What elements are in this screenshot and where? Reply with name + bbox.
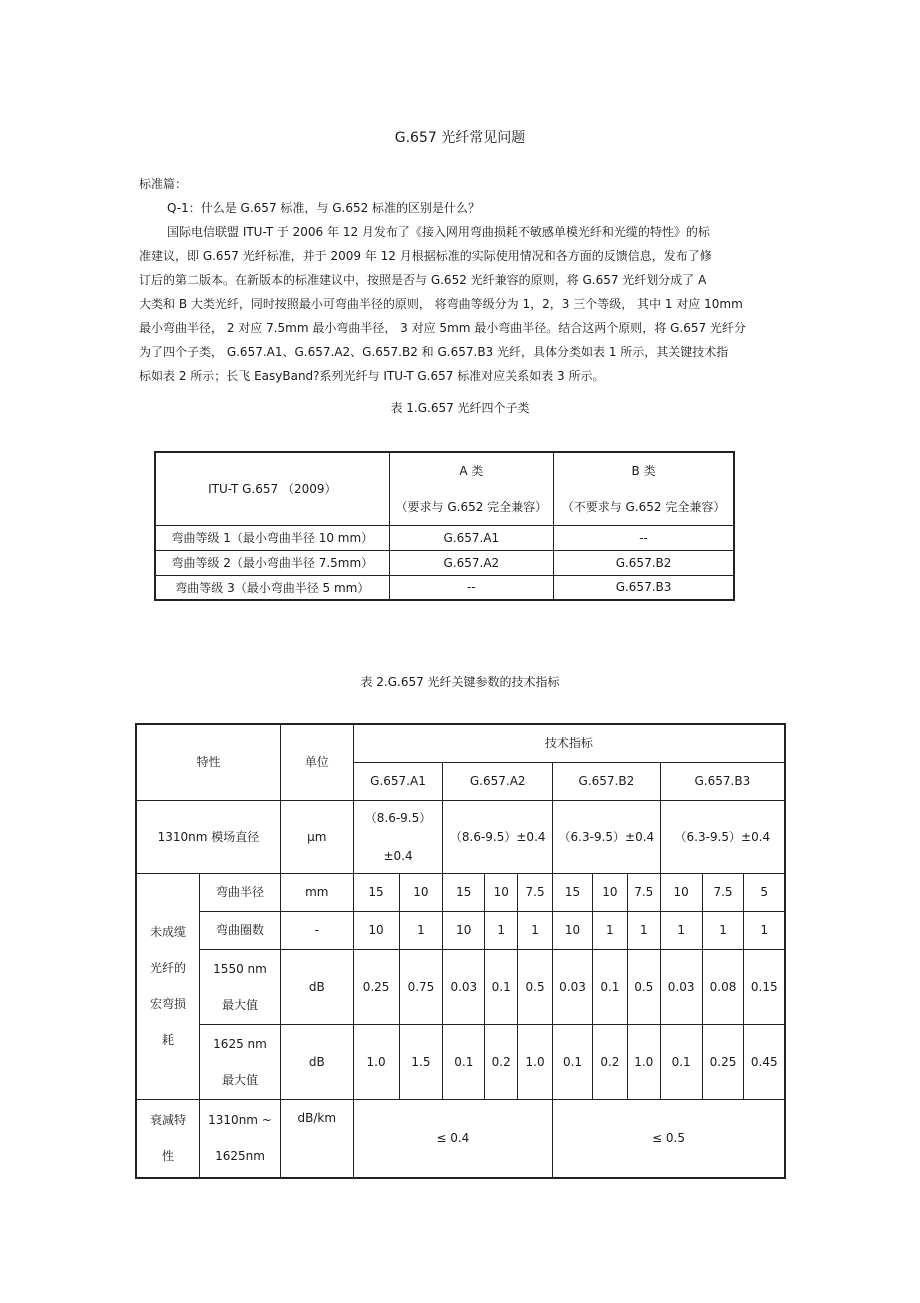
- value-cell: 10: [485, 873, 518, 911]
- value-cell: 1.0: [627, 1024, 660, 1099]
- table-row: [136, 873, 785, 911]
- value-cell: 1: [627, 911, 660, 949]
- value-cell: 5: [744, 873, 785, 911]
- answer-line: 标如表 2 所示；长飞 EasyBand?系列光纤与 ITU-T G.657 标准对应关系如表 3 所示。: [139, 369, 605, 383]
- class-b-cell: --: [554, 525, 734, 550]
- value-cell: 1.0: [353, 1024, 399, 1099]
- unit-cell: mm: [280, 873, 353, 911]
- value-cell: 0.1: [592, 949, 627, 1024]
- parameter-table: [135, 723, 786, 1179]
- value-cell: 0.03: [443, 949, 485, 1024]
- value-cell: 0.03: [660, 949, 702, 1024]
- answer-line: 为了四个子类， G.657.A1、G.657.A2、G.657.B2 和 G.657.B3 光纤，具体分类如表 1 所示，其关键技术指: [139, 345, 729, 359]
- table-row: [136, 1099, 785, 1178]
- table-row: [155, 525, 734, 550]
- value-cell: 0.2: [592, 1024, 627, 1099]
- value-cell: 1: [399, 911, 443, 949]
- class-b-header: [554, 452, 734, 525]
- table-row: [136, 800, 785, 873]
- value-cell: 0.5: [627, 949, 660, 1024]
- answer-line: 国际电信联盟 ITU-T 于 2006 年 12 月发布了《接入网用弯曲损耗不敏感单模光纤和光缆的特性》的标: [167, 225, 710, 239]
- value-cell: 1: [592, 911, 627, 949]
- value-cell: 0.45: [744, 1024, 785, 1099]
- value-cell: 1.0: [518, 1024, 553, 1099]
- value-cell: 10: [592, 873, 627, 911]
- bend-radius-label: 弯曲半径: [200, 873, 281, 911]
- attenuation-label: 衰减特 性: [136, 1099, 200, 1178]
- macrobend-group-label: 未成缆 光纤的 宏弯损 耗: [136, 873, 200, 1099]
- value-cell: 1.5: [399, 1024, 443, 1099]
- bend-turns-label: 弯曲圈数: [200, 911, 281, 949]
- subclass-table: [154, 451, 735, 601]
- type-header: G.657.A1: [353, 762, 443, 800]
- unit-cell: dB: [280, 1024, 353, 1099]
- value-cell: 10: [399, 873, 443, 911]
- attenuation-class-b: ≤ 0.5: [553, 1099, 785, 1178]
- class-a-cell: --: [389, 575, 553, 600]
- unit-cell: dB: [280, 949, 353, 1024]
- mode-field-a1-tolerance: ±0.4: [383, 848, 413, 863]
- value-cell: 10: [553, 911, 593, 949]
- class-a-title: A 类: [459, 463, 484, 478]
- question-line: Q-1：什么是 G.657 标准，与 G.652 标准的区别是什么？: [167, 201, 481, 215]
- value-cell: 0.2: [485, 1024, 518, 1099]
- value-cell: 15: [443, 873, 485, 911]
- section-label: 标准篇：: [139, 177, 188, 191]
- value-cell: 0.5: [518, 949, 553, 1024]
- value-cell: 1: [744, 911, 785, 949]
- unit-cell: μm: [280, 800, 353, 873]
- value-cell: 1: [518, 911, 553, 949]
- table1-corner-header: ITU-T G.657 （2009）: [155, 452, 389, 525]
- value-cell: 0.1: [553, 1024, 593, 1099]
- value-cell: 7.5: [627, 873, 660, 911]
- value-cell: 10: [443, 911, 485, 949]
- class-a-cell: G.657.A2: [389, 550, 553, 575]
- question-paragraph: [139, 196, 779, 388]
- table-row: [155, 550, 734, 575]
- table2-caption: 表 2.G.657 光纤关键参数的技术指标: [360, 675, 560, 689]
- class-a-cell: G.657.A1: [389, 525, 553, 550]
- answer-line: 大类和 B 大类光纤，同时按照最小可弯曲半径的原则， 将弯曲等级分为 1，2，3 三个等级， 其中 1 对应 10mm: [139, 297, 743, 311]
- loss-1550-label: 1550 nm 最大值: [200, 949, 281, 1024]
- answer-line: 订后的第二版本。在新版本的标准建议中，按照是否与 G.652 光纤兼容的原则，将 G.657 光纤划分成了 A: [139, 273, 707, 287]
- class-b-cell: G.657.B2: [554, 550, 734, 575]
- value-cell: 15: [553, 873, 593, 911]
- value-cell: 0.1: [485, 949, 518, 1024]
- class-b-title: B 类: [631, 463, 656, 478]
- value-cell: 1: [485, 911, 518, 949]
- value-cell: 1: [702, 911, 744, 949]
- answer-line: 准建议，即 G.657 光纤标准，并于 2009 年 12 月根据标准的实际使用情况和各方面的反馈信息，发布了修: [139, 249, 712, 263]
- mode-field-b2: （6.3-9.5）±0.4: [553, 800, 661, 873]
- value-cell: 0.1: [443, 1024, 485, 1099]
- bend-level-label: 弯曲等级 2（最小弯曲半径 7.5mm）: [155, 550, 389, 575]
- attenuation-class-a: ≤ 0.4: [353, 1099, 552, 1178]
- value-cell: 0.08: [702, 949, 744, 1024]
- table-row: [155, 575, 734, 600]
- table1-caption: 表 1.G.657 光纤四个子类: [390, 401, 530, 415]
- value-cell: 7.5: [702, 873, 744, 911]
- mode-field-a1: [353, 800, 443, 873]
- value-cell: 0.25: [353, 949, 399, 1024]
- document-title: G.657 光纤常见问题: [394, 130, 526, 146]
- value-cell: 0.03: [553, 949, 593, 1024]
- mode-field-a1-range: （8.6-9.5）: [364, 810, 432, 825]
- value-cell: 15: [353, 873, 399, 911]
- value-cell: 10: [660, 873, 702, 911]
- type-header: G.657.A2: [443, 762, 553, 800]
- table-row: [136, 1024, 785, 1099]
- class-b-subtitle: （不要求与 G.652 完全兼容）: [561, 499, 726, 514]
- value-cell: 0.25: [702, 1024, 744, 1099]
- value-cell: 0.75: [399, 949, 443, 1024]
- type-header: G.657.B3: [660, 762, 785, 800]
- value-cell: 0.1: [660, 1024, 702, 1099]
- value-cell: 7.5: [518, 873, 553, 911]
- unit-header: 单位: [280, 724, 353, 800]
- type-header: G.657.B2: [553, 762, 661, 800]
- bend-level-label: 弯曲等级 1（最小弯曲半径 10 mm）: [155, 525, 389, 550]
- value-cell: 0.15: [744, 949, 785, 1024]
- bend-level-label: 弯曲等级 3（最小弯曲半径 5 mm）: [155, 575, 389, 600]
- mode-field-b3: （6.3-9.5）±0.4: [660, 800, 785, 873]
- unit-cell: dB/km: [280, 1099, 353, 1178]
- table-row: [136, 949, 785, 1024]
- class-a-header: [389, 452, 553, 525]
- answer-line: 最小弯曲半径， 2 对应 7.5mm 最小弯曲半径， 3 对应 5mm 最小弯曲半径。结合这两个原则，将 G.657 光纤分: [139, 321, 746, 335]
- unit-cell: -: [280, 911, 353, 949]
- class-b-cell: G.657.B3: [554, 575, 734, 600]
- table-row: [136, 911, 785, 949]
- property-header: 特性: [136, 724, 280, 800]
- class-a-subtitle: （要求与 G.652 完全兼容）: [395, 499, 548, 514]
- mode-field-a2: （8.6-9.5）±0.4: [443, 800, 553, 873]
- attenuation-range: 1310nm ~ 1625nm: [200, 1099, 281, 1178]
- value-cell: 1: [660, 911, 702, 949]
- loss-1625-label: 1625 nm 最大值: [200, 1024, 281, 1099]
- value-cell: 10: [353, 911, 399, 949]
- spec-header: 技术指标: [353, 724, 785, 762]
- mode-field-label: 1310nm 模场直径: [136, 800, 280, 873]
